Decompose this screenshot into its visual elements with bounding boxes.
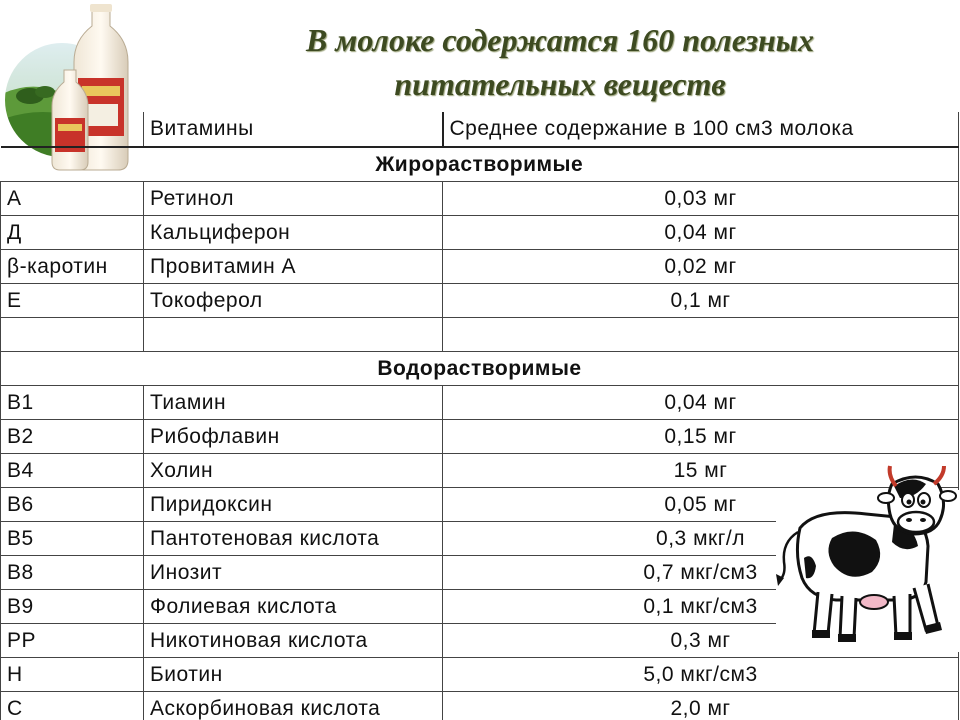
section-row-fat-soluble xyxy=(1,147,959,182)
vitamin-code: А xyxy=(1,182,144,216)
vitamin-value: 0,02 мг xyxy=(443,250,959,284)
vitamin-value: 0,1 мкг/см3 xyxy=(443,590,959,624)
vitamin-code: В2 xyxy=(1,420,144,454)
title-line-1: В молоке содержатся 160 полезных xyxy=(306,22,814,58)
page-title xyxy=(230,18,890,106)
vitamin-name: Пиридоксин xyxy=(144,488,443,522)
section-water-soluble: Водорастворимые xyxy=(1,352,959,386)
header-average-content: Среднее содержание в 100 см3 молока xyxy=(443,112,959,147)
header-vitamins: Витамины xyxy=(144,112,443,147)
table-row xyxy=(1,216,959,250)
vitamin-code: В8 xyxy=(1,556,144,590)
vitamin-code: Д xyxy=(1,216,144,250)
vitamin-value: 0,04 мг xyxy=(443,216,959,250)
section-fat-soluble: Жирорастворимые xyxy=(1,147,959,182)
vitamin-name: Кальциферон xyxy=(144,216,443,250)
table-row xyxy=(1,386,959,420)
vitamin-name: Никотиновая кислота xyxy=(144,624,443,658)
table-row xyxy=(1,284,959,318)
table-row xyxy=(1,250,959,284)
vitamin-name: Инозит xyxy=(144,556,443,590)
vitamin-code: РР xyxy=(1,624,144,658)
vitamin-name: Ретинол xyxy=(144,182,443,216)
vitamin-value: 0,05 мг xyxy=(443,488,959,522)
table-row xyxy=(1,420,959,454)
vitamin-code: В9 xyxy=(1,590,144,624)
vitamin-code: В1 xyxy=(1,386,144,420)
vitamin-name: Тиамин xyxy=(144,386,443,420)
vitamin-code: Е xyxy=(1,284,144,318)
vitamin-value: 0,15 мг xyxy=(443,420,959,454)
table-header-row xyxy=(1,112,959,147)
vitamin-value: 5,0 мкг/см3 xyxy=(443,658,959,692)
vitamin-name: Холин xyxy=(144,454,443,488)
table-row xyxy=(1,182,959,216)
vitamin-name: Пантотеновая кислота xyxy=(144,522,443,556)
vitamin-value: 0,3 мг xyxy=(443,624,959,658)
vitamin-name: Биотин xyxy=(144,658,443,692)
table-row xyxy=(1,658,959,692)
vitamin-value: 2,0 мг xyxy=(443,692,959,720)
vitamin-value: 0,04 мг xyxy=(443,386,959,420)
vitamin-value: 0,1 мг xyxy=(443,284,959,318)
vitamin-code: β-каротин xyxy=(1,250,144,284)
vitamin-code: С xyxy=(1,692,144,720)
vitamin-value: 15 мг xyxy=(443,454,959,488)
vitamin-code: В4 xyxy=(1,454,144,488)
vitamin-name: Рибофлавин xyxy=(144,420,443,454)
cow-image xyxy=(776,462,960,652)
title-line-2: питательных веществ xyxy=(394,66,726,102)
vitamin-value: 0,7 мкг/см3 xyxy=(443,556,959,590)
vitamin-name: Фолиевая кислота xyxy=(144,590,443,624)
vitamin-name: Провитамин А xyxy=(144,250,443,284)
empty-row xyxy=(1,318,959,352)
vitamin-value: 0,03 мг xyxy=(443,182,959,216)
vitamin-code: Н xyxy=(1,658,144,692)
section-row-water-soluble xyxy=(1,352,959,386)
table-row xyxy=(1,692,959,720)
vitamin-name: Аскорбиновая кислота xyxy=(144,692,443,720)
vitamin-code: В5 xyxy=(1,522,144,556)
vitamin-name: Токоферол xyxy=(144,284,443,318)
vitamin-code: В6 xyxy=(1,488,144,522)
vitamin-value: 0,3 мкг/л xyxy=(443,522,959,556)
